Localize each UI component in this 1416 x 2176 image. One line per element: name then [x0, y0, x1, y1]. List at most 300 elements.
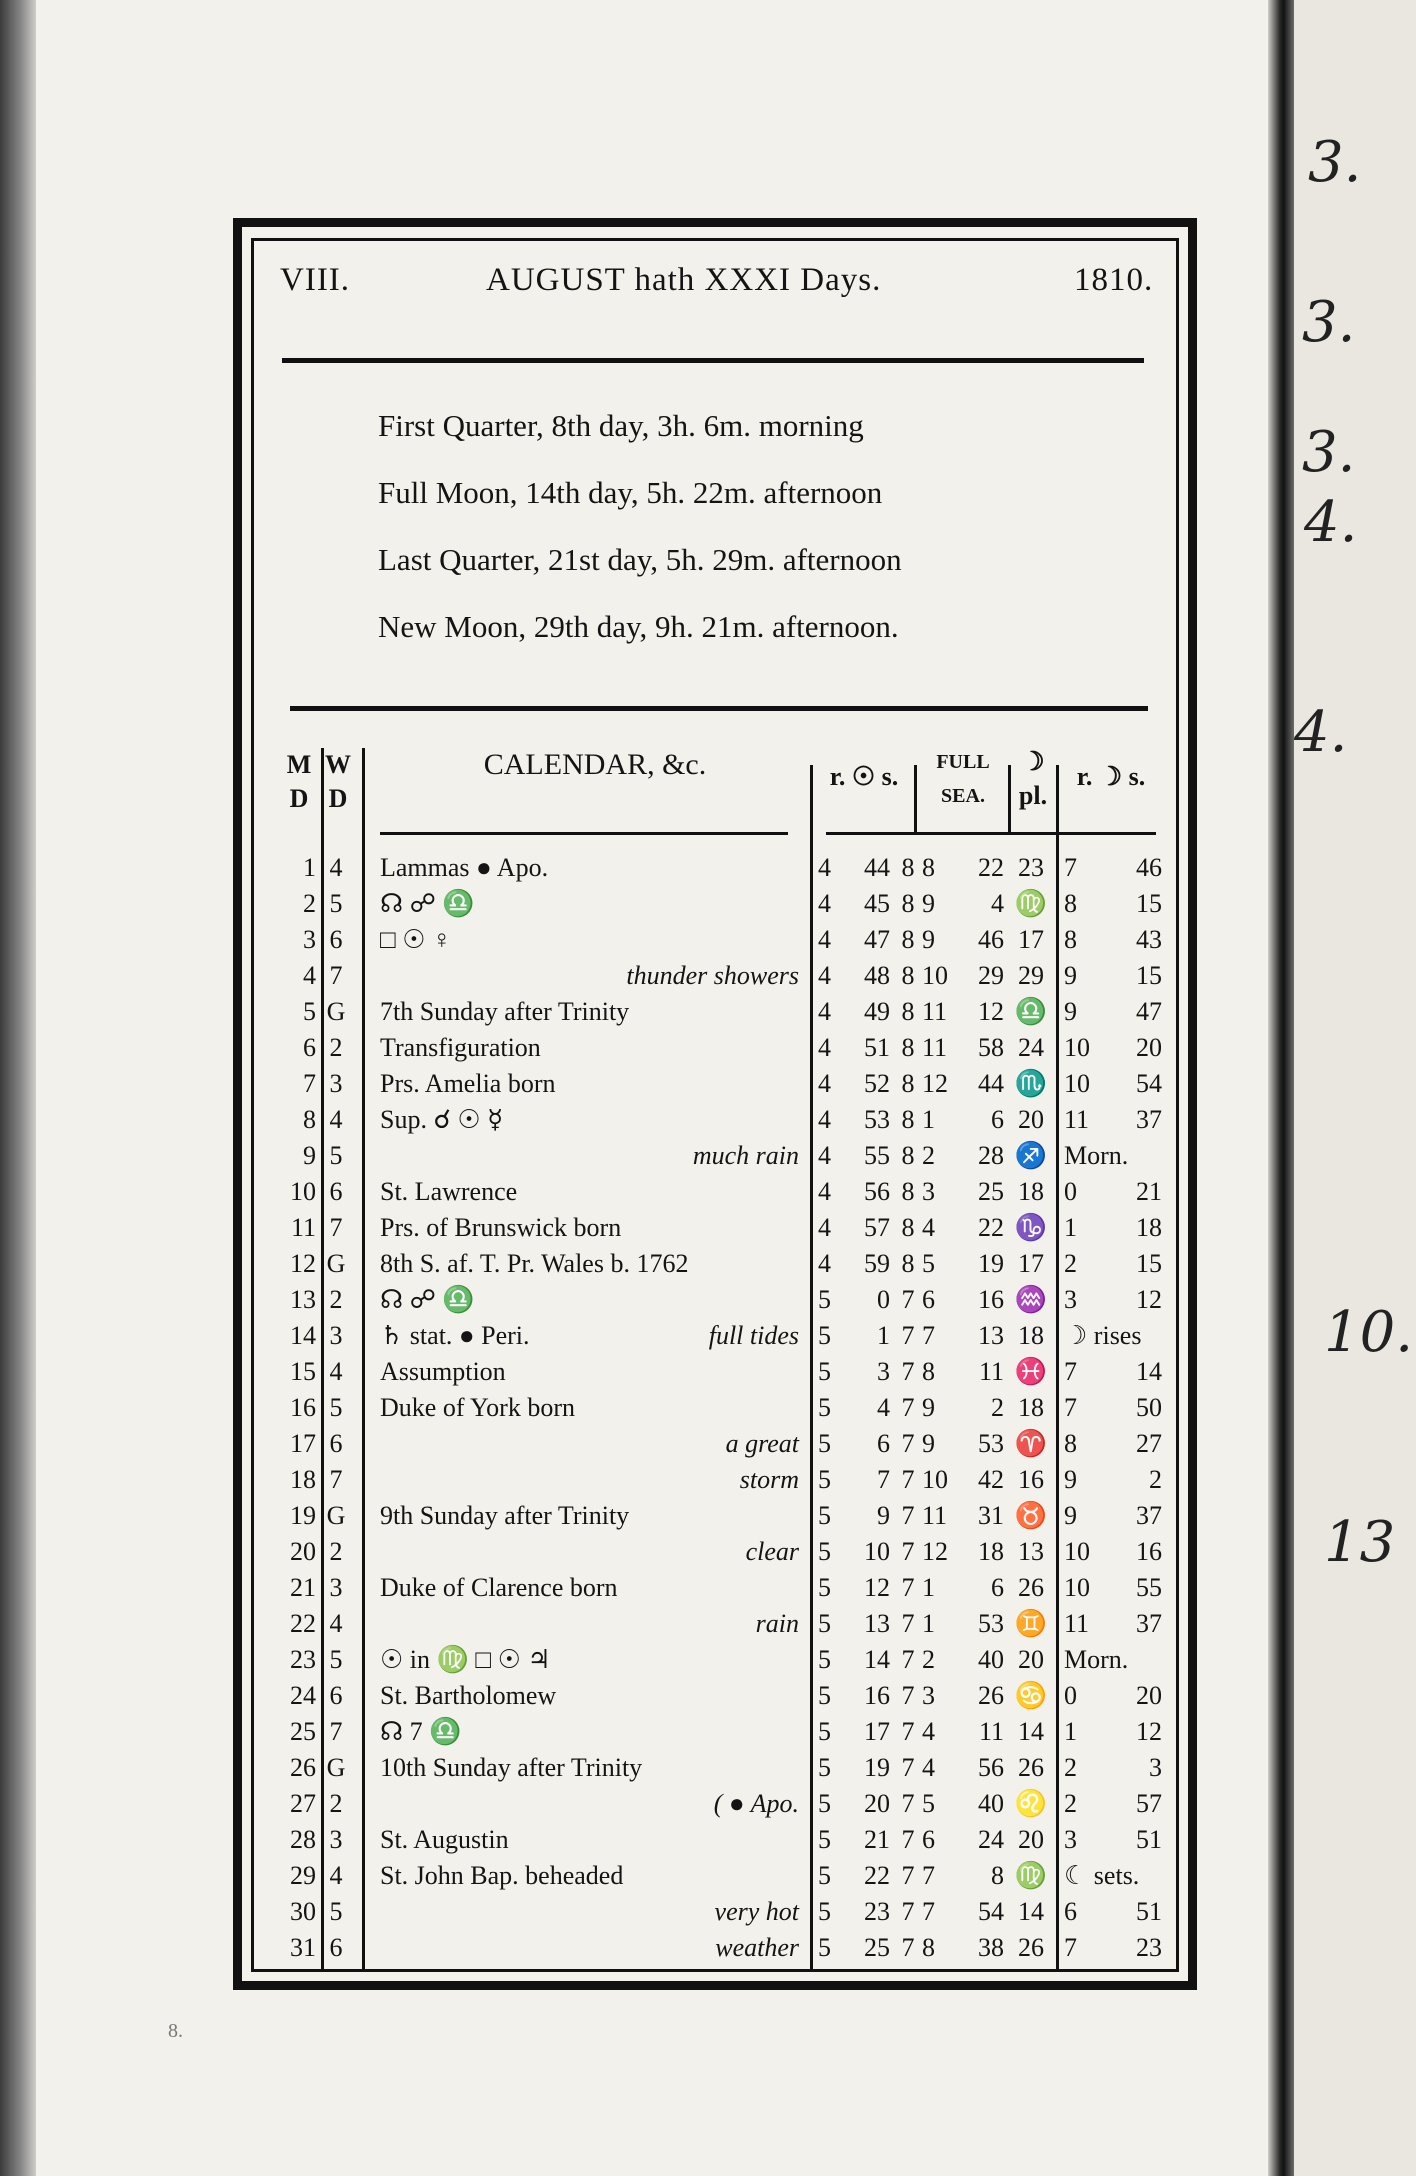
cell-calendar: 7th Sunday after Trinity: [380, 997, 630, 1026]
cell-wd: 5: [329, 1645, 343, 1674]
cell-sm: 51: [864, 1033, 890, 1062]
cell-sr: 5: [818, 1933, 831, 1962]
cell-moon-set: 37: [1136, 1609, 1162, 1638]
cell-calendar: Prs. of Brunswick born: [380, 1213, 622, 1242]
cell-fs2: 6: [991, 1573, 1004, 1602]
cell-wd: 6: [329, 1681, 343, 1710]
col-head-month-day: M D: [286, 750, 312, 813]
cell-calendar: ☉ in ♍ □ ☉ ♃: [380, 1645, 551, 1674]
cell-ss: 8: [901, 1141, 915, 1170]
cell-sr: 4: [818, 1249, 831, 1278]
cell-ss: 7: [901, 1321, 915, 1350]
cell-sm: 57: [864, 1213, 890, 1242]
cell-mp: 23: [1018, 853, 1044, 882]
cell-moon-rise: 9: [1064, 1465, 1077, 1494]
cell-sm: 47: [864, 925, 890, 954]
cell-sr: 5: [818, 1321, 831, 1350]
cell-moon-set: 20: [1136, 1681, 1162, 1710]
table-row: [282, 1030, 1162, 1066]
cell-wd: 5: [329, 1141, 343, 1170]
cell-fs: 3: [922, 1681, 935, 1710]
cell-mp: 13: [1018, 1537, 1044, 1566]
cell-fs: 12: [922, 1537, 948, 1566]
cell-mp: 16: [1018, 1465, 1044, 1494]
cell-mp: 26: [1018, 1753, 1044, 1782]
cell-md: 29: [290, 1861, 316, 1890]
cell-fs2: 53: [978, 1429, 1004, 1458]
cell-wd: 3: [329, 1321, 343, 1350]
cell-fs2: 44: [978, 1069, 1004, 1098]
cell-mp: 18: [1018, 1177, 1044, 1206]
cell-fs: 10: [922, 961, 948, 990]
cell-wd: 4: [329, 1861, 343, 1890]
cell-ss: 8: [901, 1177, 915, 1206]
cell-calendar: Duke of York born: [380, 1393, 575, 1422]
cell-fs: 1: [922, 1573, 935, 1602]
cell-weather-note: thunder showers: [626, 961, 799, 990]
margin-note: 3.: [1302, 420, 1356, 485]
cell-mp: ♋: [1014, 1681, 1048, 1710]
cell-fs: 7: [922, 1861, 935, 1890]
cell-moon-rise: 7: [1064, 853, 1077, 882]
table-row: [282, 1138, 1162, 1174]
cell-wd: 6: [329, 1933, 343, 1962]
cell-sm: 12: [864, 1573, 890, 1602]
cell-fs2: 42: [978, 1465, 1004, 1494]
cell-fs: 4: [922, 1753, 935, 1782]
margin-note: 4.: [1294, 700, 1348, 765]
table-row: [282, 1858, 1162, 1894]
cell-moon-set: 15: [1136, 961, 1162, 990]
cell-mp: ♏: [1014, 1069, 1048, 1098]
table-row: [282, 1174, 1162, 1210]
cell-moon-set: 37: [1136, 1501, 1162, 1530]
cell-sm: 17: [864, 1717, 890, 1746]
cell-fs2: 4: [991, 889, 1004, 918]
cell-sm: 49: [864, 997, 890, 1026]
cell-moon-set: 51: [1136, 1825, 1162, 1854]
cell-fs: 8: [922, 1933, 935, 1962]
cell-fs: 8: [922, 853, 935, 882]
cell-moon-rise: 2: [1064, 1753, 1077, 1782]
cell-moon-set: 12: [1136, 1717, 1162, 1746]
cell-wd: 4: [329, 1357, 343, 1386]
cell-sm: 55: [864, 1141, 890, 1170]
moon-phase-full: Full Moon, 14th day, 5h. 22m. afternoon: [378, 475, 883, 510]
cell-mp: 24: [1018, 1033, 1044, 1062]
cell-sm: 44: [864, 853, 890, 882]
cell-calendar: St. Augustin: [380, 1825, 509, 1854]
cell-calendar: Prs. Amelia born: [380, 1069, 556, 1098]
cell-sm: 45: [864, 889, 890, 918]
cell-ss: 7: [901, 1645, 915, 1674]
cell-fs2: 40: [978, 1645, 1004, 1674]
cell-fs2: 6: [991, 1105, 1004, 1134]
cell-sr: 4: [818, 1213, 831, 1242]
cell-sm: 48: [864, 961, 890, 990]
cell-calendar: Sup. ☌ ☉ ☿: [380, 1105, 504, 1134]
cell-sr: 5: [818, 1681, 831, 1710]
cell-fs: 6: [922, 1285, 935, 1314]
cell-moon-rise: 11: [1064, 1105, 1090, 1134]
table-row: [282, 1606, 1162, 1642]
margin-note: 3.: [1308, 130, 1362, 195]
cell-sm: 56: [864, 1177, 890, 1206]
cell-fs2: 46: [978, 925, 1004, 954]
cell-sr: 5: [818, 1897, 831, 1926]
cell-mp: ♐: [1014, 1141, 1048, 1170]
col-head-sun: r. ☉ s.: [829, 762, 899, 791]
cell-sm: 9: [877, 1501, 890, 1530]
cell-fs2: 56: [978, 1753, 1004, 1782]
cell-mp: 20: [1018, 1645, 1044, 1674]
cell-mp: 17: [1018, 1249, 1044, 1278]
cell-sr: 4: [818, 997, 831, 1026]
cell-md: 9: [303, 1141, 316, 1170]
cell-moon-set: 23: [1136, 1933, 1162, 1962]
cell-sm: 20: [864, 1789, 890, 1818]
cell-wd: 2: [329, 1789, 343, 1818]
cell-wd: G: [326, 1249, 346, 1278]
cell-sr: 5: [818, 1285, 831, 1314]
table-row: [282, 1642, 1162, 1678]
cell-moon-set: 50: [1136, 1393, 1162, 1422]
book-gutter: [1268, 0, 1294, 2176]
moon-phase-last-quarter: Last Quarter, 21st day, 5h. 29m. afternoon: [378, 542, 902, 577]
col-head-week-day: W D: [325, 750, 351, 813]
cell-fs: 9: [922, 925, 935, 954]
cell-calendar: 9th Sunday after Trinity: [380, 1501, 630, 1530]
cell-ss: 7: [901, 1861, 915, 1890]
year: 1810.: [1074, 262, 1154, 298]
cell-sr: 5: [818, 1429, 831, 1458]
cell-fs: 2: [922, 1141, 935, 1170]
table-row: [282, 1498, 1162, 1534]
cell-wd: G: [326, 1753, 346, 1782]
cell-sr: 5: [818, 1789, 831, 1818]
col-head-full-sea: FULL SEA.: [936, 751, 990, 807]
cell-fs: 4: [922, 1213, 935, 1242]
cell-md: 5: [303, 997, 316, 1026]
cell-sm: 4: [877, 1393, 890, 1422]
column-divider: [914, 765, 917, 835]
cell-sm: 22: [864, 1861, 890, 1890]
table-row: [282, 1282, 1162, 1318]
table-row: [282, 1462, 1162, 1498]
table-row: [282, 1534, 1162, 1570]
cell-weather-note: full tides: [708, 1321, 799, 1350]
margin-note: 3.: [1302, 290, 1356, 355]
cell-sr: 5: [818, 1393, 831, 1422]
cell-wd: G: [326, 1501, 346, 1530]
cell-mp: ♊: [1014, 1609, 1048, 1638]
cell-md: 14: [290, 1321, 316, 1350]
table-row: [282, 1210, 1162, 1246]
cell-wd: 5: [329, 1393, 343, 1422]
cell-wd: 6: [329, 1177, 343, 1206]
cell-md: 17: [290, 1429, 316, 1458]
cell-ss: 7: [901, 1789, 915, 1818]
cell-mp: 26: [1018, 1573, 1044, 1602]
cell-fs: 7: [922, 1897, 935, 1926]
cell-fs: 8: [922, 1357, 935, 1386]
cell-mp: 26: [1018, 1933, 1044, 1962]
cell-md: 15: [290, 1357, 316, 1386]
cell-fs: 1: [922, 1105, 935, 1134]
cell-ss: 8: [901, 1249, 915, 1278]
cell-moon-set: 12: [1136, 1285, 1162, 1314]
cell-md: 31: [290, 1933, 316, 1962]
table-row: [282, 1354, 1162, 1390]
table-row: [282, 994, 1162, 1030]
cell-moon-rise: 1: [1064, 1213, 1077, 1242]
cell-moon-rise: 7: [1064, 1933, 1077, 1962]
cell-mp: 20: [1018, 1105, 1044, 1134]
cell-sr: 4: [818, 925, 831, 954]
cell-mp: 18: [1018, 1393, 1044, 1422]
cell-moon-rise: 0: [1064, 1177, 1077, 1206]
cell-ss: 8: [901, 889, 915, 918]
cell-wd: 5: [329, 889, 343, 918]
cell-md: 13: [290, 1285, 316, 1314]
cell-fs: 1: [922, 1609, 935, 1638]
cell-calendar: Assumption: [380, 1357, 506, 1386]
cell-sm: 13: [864, 1609, 890, 1638]
cell-sm: 19: [864, 1753, 890, 1782]
cell-moon-rise: 2: [1064, 1789, 1077, 1818]
cell-sm: 52: [864, 1069, 890, 1098]
cell-moon-set: 54: [1136, 1069, 1162, 1098]
cell-calendar: Transfiguration: [380, 1033, 541, 1062]
cell-sm: 3: [877, 1357, 890, 1386]
cell-md: 30: [290, 1897, 316, 1926]
cell-wd: 7: [329, 1717, 343, 1746]
cell-sr: 5: [818, 1825, 831, 1854]
cell-wd: 7: [329, 961, 343, 990]
cell-mp: ♍: [1014, 1861, 1048, 1890]
cell-calendar: St. Lawrence: [380, 1177, 518, 1206]
table-row: [282, 1318, 1162, 1354]
cell-wd: 2: [329, 1537, 343, 1566]
cell-sm: 21: [864, 1825, 890, 1854]
cell-wd: 5: [329, 1897, 343, 1926]
month-number: VIII.: [280, 262, 351, 298]
cell-moon-set: 37: [1136, 1105, 1162, 1134]
cell-ss: 8: [901, 925, 915, 954]
cell-fs: 3: [922, 1177, 935, 1206]
margin-note: 4.: [1304, 490, 1358, 555]
cell-md: 11: [290, 1213, 316, 1242]
cell-calendar: ♄ stat. ● Peri.: [380, 1321, 530, 1350]
cell-moon-set: 15: [1136, 1249, 1162, 1278]
cell-sm: 14: [864, 1645, 890, 1674]
cell-moon-rise: 10: [1064, 1573, 1090, 1602]
cell-fs2: 19: [978, 1249, 1004, 1278]
cell-calendar: ☊ 7 ♎: [380, 1717, 462, 1746]
cell-fs: 10: [922, 1465, 948, 1494]
cell-mp: 20: [1018, 1825, 1044, 1854]
table-row: [282, 1786, 1162, 1822]
cell-moon-set: 15: [1136, 889, 1162, 918]
cell-wd: 2: [329, 1285, 343, 1314]
cell-moon-rise: ☽ rises: [1064, 1321, 1142, 1350]
cell-md: 18: [290, 1465, 316, 1494]
cell-ss: 7: [901, 1717, 915, 1746]
cell-moon-set: 3: [1149, 1753, 1162, 1782]
cell-wd: 3: [329, 1825, 343, 1854]
cell-weather-note: very hot: [714, 1897, 799, 1926]
cell-moon-set: 43: [1136, 925, 1162, 954]
table-row: [282, 1426, 1162, 1462]
cell-sr: 4: [818, 961, 831, 990]
cell-moon-rise: 8: [1064, 925, 1077, 954]
cell-fs2: 58: [978, 1033, 1004, 1062]
cell-wd: 4: [329, 853, 343, 882]
table-row: [282, 1102, 1162, 1138]
cell-sm: 25: [864, 1933, 890, 1962]
cell-md: 28: [290, 1825, 316, 1854]
cell-moon-set: 2: [1149, 1465, 1162, 1494]
cell-fs2: 18: [978, 1537, 1004, 1566]
cell-moon-rise: 10: [1064, 1069, 1090, 1098]
cell-fs2: 13: [978, 1321, 1004, 1350]
cell-sr: 4: [818, 1069, 831, 1098]
table-row: [282, 1066, 1162, 1102]
table-row: [282, 922, 1162, 958]
cell-ss: 8: [901, 853, 915, 882]
cell-fs: 11: [922, 1033, 948, 1062]
cell-md: 26: [290, 1753, 316, 1782]
page-mark: 8.: [168, 2020, 183, 2042]
cell-weather-note: storm: [739, 1465, 799, 1494]
cell-moon-set: 47: [1136, 997, 1162, 1026]
cell-calendar: 10th Sunday after Trinity: [380, 1753, 643, 1782]
cell-ss: 7: [901, 1357, 915, 1386]
cell-ss: 8: [901, 1213, 915, 1242]
cell-moon-set: 16: [1136, 1537, 1162, 1566]
table-row: [282, 1930, 1162, 1966]
cell-fs: 5: [922, 1249, 935, 1278]
cell-moon-set: 57: [1136, 1789, 1162, 1818]
cell-md: 6: [303, 1033, 316, 1062]
table-row: [282, 1390, 1162, 1426]
cell-fs2: 22: [978, 1213, 1004, 1242]
cell-fs: 5: [922, 1789, 935, 1818]
cell-sr: 5: [818, 1537, 831, 1566]
cell-wd: 4: [329, 1105, 343, 1134]
cell-moon-rise: 9: [1064, 1501, 1077, 1530]
cell-wd: 2: [329, 1033, 343, 1062]
cell-moon-set: 27: [1136, 1429, 1162, 1458]
cell-weather-note: ( ● Apo.: [713, 1789, 799, 1818]
cell-fs2: 2: [991, 1393, 1004, 1422]
column-divider: [1008, 765, 1011, 835]
cell-ss: 8: [901, 997, 915, 1026]
cell-fs2: 28: [978, 1141, 1004, 1170]
cell-fs: 2: [922, 1645, 935, 1674]
cell-sr: 4: [818, 1141, 831, 1170]
table-row: [282, 1570, 1162, 1606]
cell-fs: 11: [922, 997, 948, 1026]
cell-mp: ♌: [1014, 1789, 1048, 1818]
cell-md: 7: [303, 1069, 316, 1098]
cell-ss: 7: [901, 1825, 915, 1854]
cell-md: 16: [290, 1393, 316, 1422]
cell-ss: 7: [901, 1609, 915, 1638]
cell-wd: G: [326, 997, 346, 1026]
cell-moon-set: 14: [1136, 1357, 1162, 1386]
cell-fs2: 8: [991, 1861, 1004, 1890]
table-row: [282, 1246, 1162, 1282]
cell-mp: ♒: [1014, 1285, 1048, 1314]
cell-mp: 14: [1018, 1717, 1044, 1746]
cell-md: 1: [303, 853, 316, 882]
col-head-moon-place: ☽ pl.: [1018, 747, 1048, 810]
cell-ss: 7: [901, 1285, 915, 1314]
cell-wd: 7: [329, 1213, 343, 1242]
cell-calendar: 8th S. af. T. Pr. Wales b. 1762: [380, 1249, 689, 1278]
cell-wd: 3: [329, 1069, 343, 1098]
cell-fs: 12: [922, 1069, 948, 1098]
cell-calendar: Lammas ● Apo.: [380, 853, 549, 882]
cell-wd: 6: [329, 925, 343, 954]
cell-ss: 7: [901, 1933, 915, 1962]
cell-moon-set: 20: [1136, 1033, 1162, 1062]
cell-moon-rise: 11: [1064, 1609, 1090, 1638]
cell-ss: 8: [901, 1105, 915, 1134]
table-row: [282, 1678, 1162, 1714]
cell-sr: 4: [818, 1033, 831, 1062]
margin-note: 10.: [1324, 1300, 1414, 1365]
cell-moon-set: 18: [1136, 1213, 1162, 1242]
table-row: [282, 1822, 1162, 1858]
cell-moon-set: 55: [1136, 1573, 1162, 1602]
cell-moon-rise: 3: [1064, 1285, 1077, 1314]
cell-moon-set: 51: [1136, 1897, 1162, 1926]
table-row: [282, 886, 1162, 922]
cell-sr: 4: [818, 889, 831, 918]
cell-ss: 7: [901, 1429, 915, 1458]
cell-calendar: St. Bartholomew: [380, 1681, 557, 1710]
cell-md: 25: [290, 1717, 316, 1746]
cell-fs: 11: [922, 1501, 948, 1530]
cell-fs2: 12: [978, 997, 1004, 1026]
cell-wd: 3: [329, 1573, 343, 1602]
cell-fs2: 22: [978, 853, 1004, 882]
cell-fs2: 11: [978, 1717, 1004, 1746]
cell-md: 24: [290, 1681, 316, 1710]
cell-moon-rise: ☾ sets.: [1064, 1861, 1140, 1890]
cell-sr: 4: [818, 1177, 831, 1206]
cell-sm: 10: [864, 1537, 890, 1566]
cell-fs2: 38: [978, 1933, 1004, 1962]
cell-mp: 29: [1018, 961, 1044, 990]
cell-sm: 59: [864, 1249, 890, 1278]
cell-moon-rise: 9: [1064, 997, 1077, 1026]
cell-calendar: Duke of Clarence born: [380, 1573, 618, 1602]
cell-ss: 7: [901, 1537, 915, 1566]
cell-ss: 8: [901, 1033, 915, 1062]
cell-ss: 8: [901, 1069, 915, 1098]
cell-fs2: 11: [978, 1357, 1004, 1386]
cell-fs2: 40: [978, 1789, 1004, 1818]
cell-ss: 7: [901, 1897, 915, 1926]
cell-mp: ♍: [1014, 889, 1048, 918]
phases-rule: [290, 706, 1148, 711]
cell-weather-note: much rain: [692, 1141, 799, 1170]
cell-fs: 7: [922, 1321, 935, 1350]
col-head-calendar: CALENDAR, &c.: [483, 748, 707, 781]
